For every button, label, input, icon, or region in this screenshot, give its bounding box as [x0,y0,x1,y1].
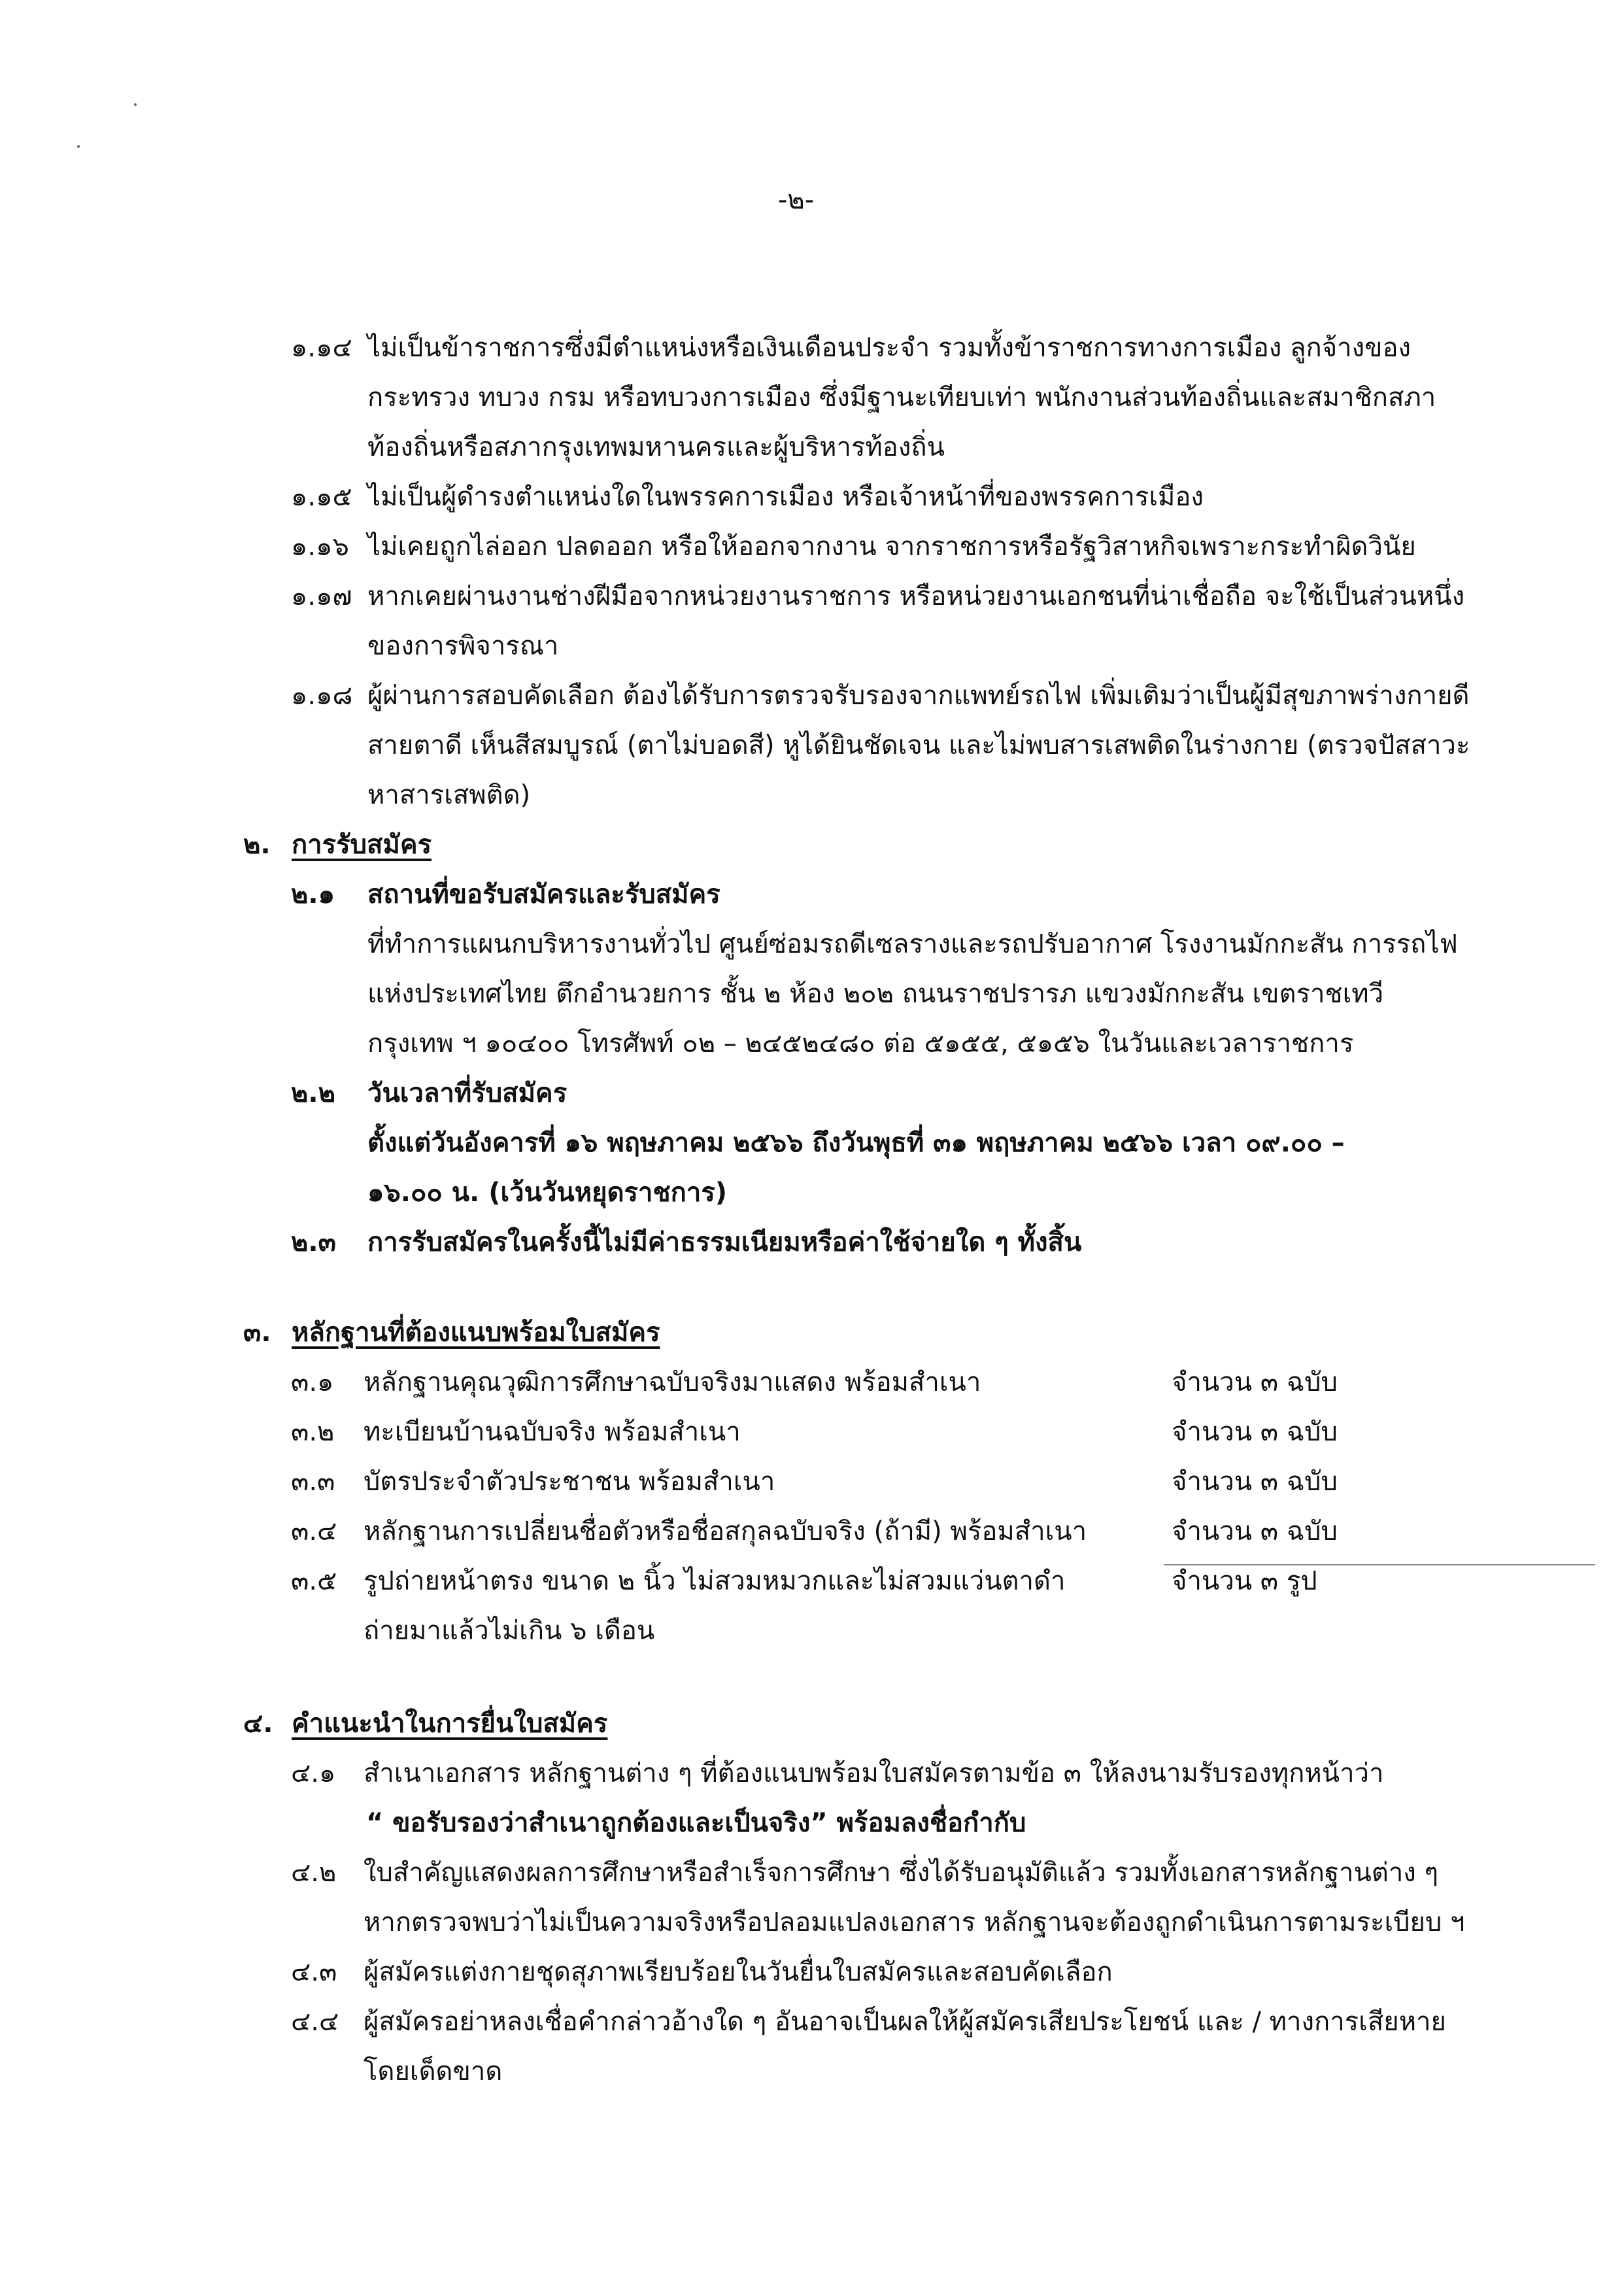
item-1-14-line1: ไม่เป็นข้าราชการซึ่งมีตำแหน่งหรือเงินเดือนประจำ รวมทั้งข้าราชการทางการเมือง ลูกจ้างของ [367,333,1412,363]
doc-3-5-qty: จำนวน ๓ รูป [1172,1566,1317,1596]
section-3-number: ๓. [243,1318,271,1348]
doc-3-1-number: ๓.๑ [291,1367,334,1397]
section-2-1-line3: กรุงเทพ ฯ ๑๐๔๐๐ โทรศัพท์ ๐๒ – ๒๔๕๒๔๘๐ ต่อ ๕๑๕๕, ๕๑๕๖ ในวันและเวลาราชการ [367,1029,1354,1059]
page-number: -๒- [778,185,815,215]
item-1-18-line1: ผู้ผ่านการสอบคัดเลือก ต้องได้รับการตรวจรับรองจากแพทย์รถไฟ เพิ่มเติมว่าเป็นผู้มีสุขภาพร่างกายดี [367,681,1470,711]
doc-3-5-text-line2: ถ่ายมาแล้วไม่เกิน ๖ เดือน [364,1616,655,1646]
item-1-18-line2: สายตาดี เห็นสีสมบูรณ์ (ตาไม่บอดสี) หูได้ยินชัดเจน และไม่พบสารเสพติดในร่างกาย (ตรวจปัสสาวะ [367,730,1470,760]
doc-3-2-qty: จำนวน ๓ ฉบับ [1172,1417,1338,1447]
item-1-14-line3: ท้องถิ่นหรือสภากรุงเทพมหานครและผู้บริหารท้องถิ่น [367,432,945,462]
section-4-4-number: ๔.๔ [291,2007,339,2037]
section-2-2-number: ๒.๒ [291,1078,335,1108]
section-2-3-number: ๒.๓ [291,1227,336,1257]
item-1-17-number: ๑.๑๗ [291,581,352,611]
scan-speck [77,145,80,148]
item-1-17-line2: ของการพิจารณา [367,631,559,661]
doc-3-4-qty: จำนวน ๓ ฉบับ [1172,1516,1338,1546]
section-4-1-number: ๔.๑ [291,1758,336,1788]
section-4-2-line2: หากตรวจพบว่าไม่เป็นความจริงหรือปลอมแปลงเอกสาร หลักฐานจะต้องถูกดำเนินการตามระเบียบ ฯ [364,1907,1465,1937]
section-2-3-text: การรับสมัครในครั้งนี้ไม่มีค่าธรรมเนียมหรือค่าใช้จ่ายใด ๆ ทั้งสิ้น [367,1227,1082,1257]
section-4-2-number: ๔.๒ [291,1858,337,1888]
section-4-4-line1: ผู้สมัครอย่าหลงเชื่อคำกล่าวอ้างใด ๆ อันอาจเป็นผลให้ผู้สมัครเสียประโยชน์ และ / ทางการเสียหาย [364,2007,1446,2037]
doc-3-5-text: รูปถ่ายหน้าตรง ขนาด ๒ นิ้ว ไม่สวมหมวกและไม่สวมแว่นตาดำ [364,1566,1066,1596]
section-4-3-number: ๔.๓ [291,1957,337,1987]
section-4-title: คำแนะนำในการยื่นใบสมัคร [292,1709,608,1739]
section-2-2-title: วันเวลาที่รับสมัคร [367,1078,567,1108]
item-1-18-number: ๑.๑๘ [291,681,353,711]
doc-3-4-number: ๓.๔ [291,1516,337,1546]
section-2-1-line2: แห่งประเทศไทย ตึกอำนวยการ ชั้น ๒ ห้อง ๒๐๒ ถนนราชปรารภ แขวงมักกะสัน เขตราชเทวี [367,979,1384,1009]
item-1-15-number: ๑.๑๕ [291,482,352,512]
section-4-3-text: ผู้สมัครแต่งกายชุดสุภาพเรียบร้อยในวันยื่นใบสมัครและสอบคัดเลือก [364,1957,1113,1987]
section-2-title: การรับสมัคร [292,830,432,860]
section-4-4-line2: โดยเด็ดขาด [364,2056,503,2087]
section-2-1-title: สถานที่ขอรับสมัครและรับสมัคร [367,879,720,910]
doc-3-1-qty: จำนวน ๓ ฉบับ [1172,1367,1338,1397]
doc-3-3-text: บัตรประจำตัวประชาชน พร้อมสำเนา [364,1467,775,1497]
doc-3-1-text: หลักฐานคุณวุฒิการศึกษาฉบับจริงมาแสดง พร้อมสำเนา [364,1367,981,1397]
doc-3-2-text: ทะเบียนบ้านฉบับจริง พร้อมสำเนา [364,1417,741,1447]
doc-3-3-number: ๓.๓ [291,1467,335,1497]
section-2-1-number: ๒.๑ [291,879,335,910]
section-2-number: ๒. [243,830,271,860]
doc-3-3-qty: จำนวน ๓ ฉบับ [1172,1467,1338,1497]
section-2-2-line1: ตั้งแต่วันอังคารที่ ๑๖ พฤษภาคม ๒๕๖๖ ถึงวันพุธที่ ๓๑ พฤษภาคม ๒๕๖๖ เวลา ๐๙.๐๐ – [367,1128,1345,1158]
item-1-16-number: ๑.๑๖ [291,532,349,562]
section-4-1-line2: “ ขอรับรองว่าสำเนาถูกต้องและเป็นจริง” พร้อมลงชื่อกำกับ [366,1808,1026,1838]
scan-speck [134,103,137,106]
item-1-14-line2: กระทรวง ทบวง กรม หรือทบวงการเมือง ซึ่งมีฐานะเทียบเท่า พนักงานส่วนท้องถิ่นและสมาชิกสภา [367,383,1436,413]
section-4-number: ๔. [243,1709,273,1739]
item-1-17-line1: หากเคยผ่านงานช่างฝีมือจากหน่วยงานราชการ หรือหน่วยงานเอกชนที่น่าเชื่อถือ จะใช้เป็นส่วนหนึ่ง [367,581,1465,611]
section-3-title: หลักฐานที่ต้องแนบพร้อมใบสมัคร [292,1318,660,1348]
item-1-14-number: ๑.๑๔ [291,333,352,363]
item-1-15-line1: ไม่เป็นผู้ดำรงตำแหน่งใดในพรรคการเมือง หรือเจ้าหน้าที่ของพรรคการเมือง [367,482,1204,512]
doc-3-2-number: ๓.๒ [291,1417,335,1447]
item-1-16-line1: ไม่เคยถูกไล่ออก ปลดออก หรือให้ออกจากงาน จากราชการหรือรัฐวิสาหกิจเพราะกระทำผิดวินัย [367,532,1416,562]
doc-3-4-text: หลักฐานการเปลี่ยนชื่อตัวหรือชื่อสกุลฉบับจริง (ถ้ามี) พร้อมสำเนา [364,1516,1087,1546]
item-1-18-line3: หาสารเสพติด) [367,780,531,810]
section-4-2-line1: ใบสำคัญแสดงผลการศึกษาหรือสำเร็จการศึกษา ซึ่งได้รับอนุมัติแล้ว รวมทั้งเอกสารหลักฐานต่าง ๆ [364,1858,1439,1888]
section-2-2-line2: ๑๖.๐๐ น. (เว้นวันหยุดราชการ) [367,1178,728,1208]
doc-3-5-number: ๓.๕ [291,1566,337,1596]
section-2-1-line1: ที่ทำการแผนกบริหารงานทั่วไป ศูนย์ซ่อมรถดีเซลรางและรถปรับอากาศ โรงงานมักกะสัน การรถไฟ [367,929,1458,959]
section-4-1-line1: สำเนาเอกสาร หลักฐานต่าง ๆ ที่ต้องแนบพร้อมใบสมัครตามข้อ ๓ ให้ลงนามรับรองทุกหน้าว่า [364,1758,1384,1788]
